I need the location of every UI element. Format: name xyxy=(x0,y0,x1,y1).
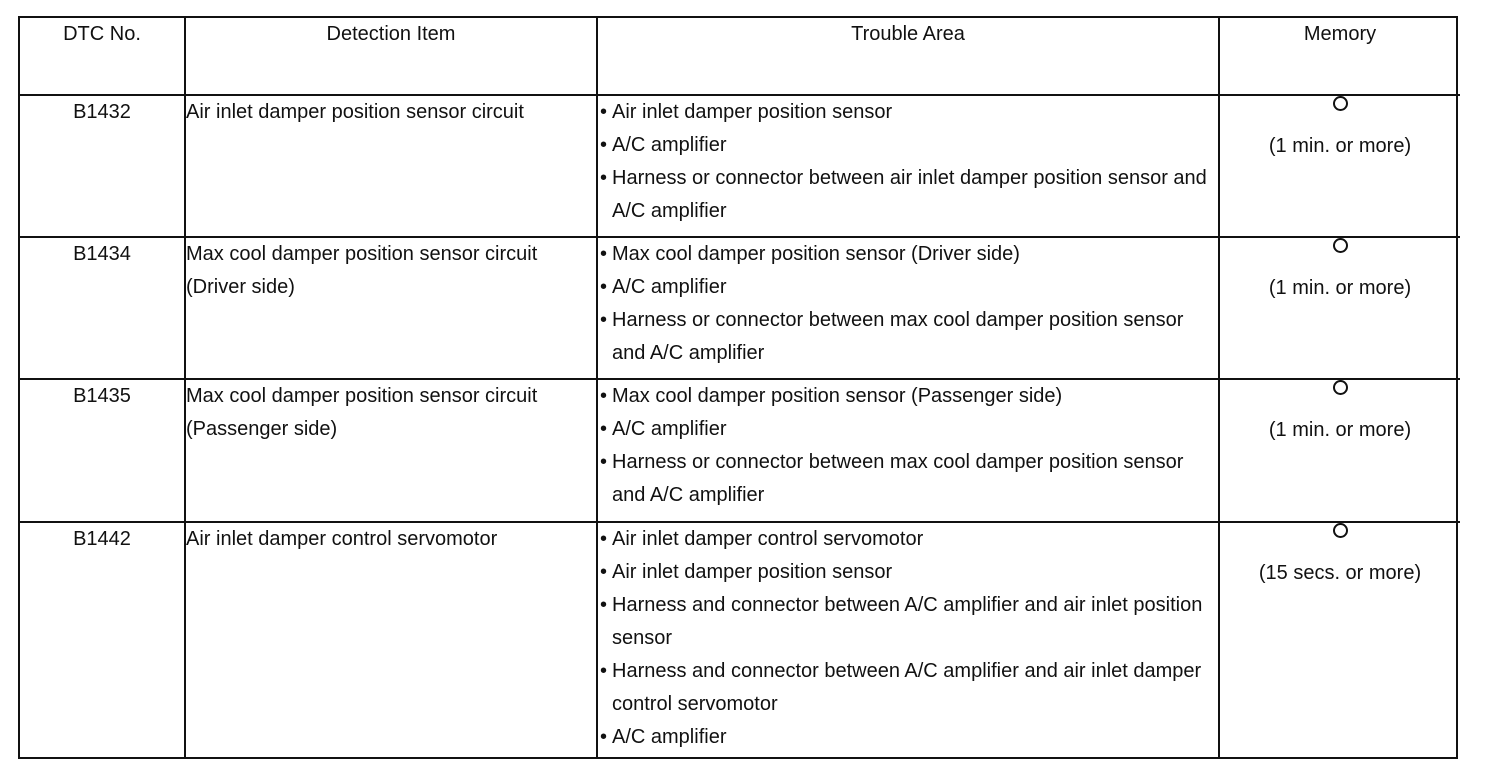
trouble-item xyxy=(598,413,1218,446)
dtc-code: B1434 xyxy=(20,237,185,379)
trouble-text: A/C amplifier xyxy=(612,276,727,298)
trouble-text: Harness or connector between air inlet damper position sensor and A/C amplifier xyxy=(612,167,1207,222)
header-detection-item: Detection Item xyxy=(185,18,597,95)
trouble-text: Harness and connector between A/C amplifier and air inlet position sensor xyxy=(612,594,1203,649)
trouble-item xyxy=(598,129,1218,162)
dtc-code: B1435 xyxy=(20,379,185,522)
trouble-text: Max cool damper position sensor (Passenger side) xyxy=(612,385,1063,407)
bullet-icon: • xyxy=(600,309,608,331)
detection-item: Air inlet damper control servomotor xyxy=(185,522,597,757)
bullet-icon: • xyxy=(600,134,608,156)
circle-icon xyxy=(1333,238,1348,253)
memory-cell xyxy=(1219,379,1460,522)
table-row xyxy=(20,95,1460,237)
trouble-text: A/C amplifier xyxy=(612,726,727,748)
trouble-text: Air inlet damper control servomotor xyxy=(612,528,924,550)
trouble-item xyxy=(598,446,1218,512)
trouble-item xyxy=(598,238,1218,271)
circle-icon xyxy=(1333,523,1348,538)
memory-text: (1 min. or more) xyxy=(1268,135,1412,157)
circle-icon xyxy=(1333,380,1348,395)
trouble-text: A/C amplifier xyxy=(612,418,727,440)
trouble-item xyxy=(598,96,1218,129)
bullet-icon: • xyxy=(600,561,608,583)
trouble-list xyxy=(598,238,1218,370)
bullet-icon: • xyxy=(600,451,608,473)
trouble-area xyxy=(597,237,1219,379)
table-row xyxy=(20,237,1460,379)
trouble-text: A/C amplifier xyxy=(612,134,727,156)
trouble-item xyxy=(598,589,1218,655)
trouble-area xyxy=(597,522,1219,757)
dtc-code: B1442 xyxy=(20,522,185,757)
trouble-item xyxy=(598,523,1218,556)
trouble-area xyxy=(597,379,1219,522)
header-trouble-area: Trouble Area xyxy=(597,18,1219,95)
detection-item: Max cool damper position sensor circuit (Passenger side) xyxy=(185,379,597,522)
bullet-icon: • xyxy=(600,101,608,123)
table-row xyxy=(20,379,1460,522)
bullet-icon: • xyxy=(600,243,608,265)
trouble-item xyxy=(598,162,1218,228)
bullet-icon: • xyxy=(600,726,608,748)
trouble-list xyxy=(598,380,1218,512)
memory-text: (1 min. or more) xyxy=(1268,419,1412,441)
dtc-table xyxy=(20,18,1460,757)
header-dtc-no: DTC No. xyxy=(20,18,185,95)
trouble-list xyxy=(598,523,1218,754)
bullet-icon: • xyxy=(600,418,608,440)
trouble-text: Air inlet damper position sensor xyxy=(612,561,893,583)
trouble-text: Harness or connector between max cool damper position sensor and A/C amplifier xyxy=(612,451,1184,506)
bullet-icon: • xyxy=(600,167,608,189)
trouble-item xyxy=(598,721,1218,754)
table-row xyxy=(20,522,1460,757)
header-row xyxy=(20,18,1460,95)
trouble-text: Max cool damper position sensor (Driver side) xyxy=(612,243,1020,265)
dtc-code: B1432 xyxy=(20,95,185,237)
trouble-list xyxy=(598,96,1218,228)
trouble-item xyxy=(598,655,1218,721)
detection-item: Air inlet damper position sensor circuit xyxy=(185,95,597,237)
memory-text: (15 secs. or more) xyxy=(1258,562,1422,584)
detection-item: Max cool damper position sensor circuit (Driver side) xyxy=(185,237,597,379)
bullet-icon: • xyxy=(600,276,608,298)
trouble-item xyxy=(598,556,1218,589)
dtc-table-frame xyxy=(18,16,1458,759)
circle-icon xyxy=(1333,96,1348,111)
header-memory: Memory xyxy=(1219,18,1460,95)
trouble-area xyxy=(597,95,1219,237)
trouble-text: Harness and connector between A/C amplifier and air inlet damper control servomotor xyxy=(612,660,1202,715)
bullet-icon: • xyxy=(600,528,608,550)
trouble-item xyxy=(598,304,1218,370)
trouble-text: Air inlet damper position sensor xyxy=(612,101,893,123)
memory-cell xyxy=(1219,522,1460,757)
memory-text: (1 min. or more) xyxy=(1268,277,1412,299)
memory-cell xyxy=(1219,95,1460,237)
bullet-icon: • xyxy=(600,660,608,682)
memory-cell xyxy=(1219,237,1460,379)
trouble-item xyxy=(598,271,1218,304)
trouble-text: Harness or connector between max cool damper position sensor and A/C amplifier xyxy=(612,309,1184,364)
trouble-item xyxy=(598,380,1218,413)
bullet-icon: • xyxy=(600,594,608,616)
bullet-icon: • xyxy=(600,385,608,407)
